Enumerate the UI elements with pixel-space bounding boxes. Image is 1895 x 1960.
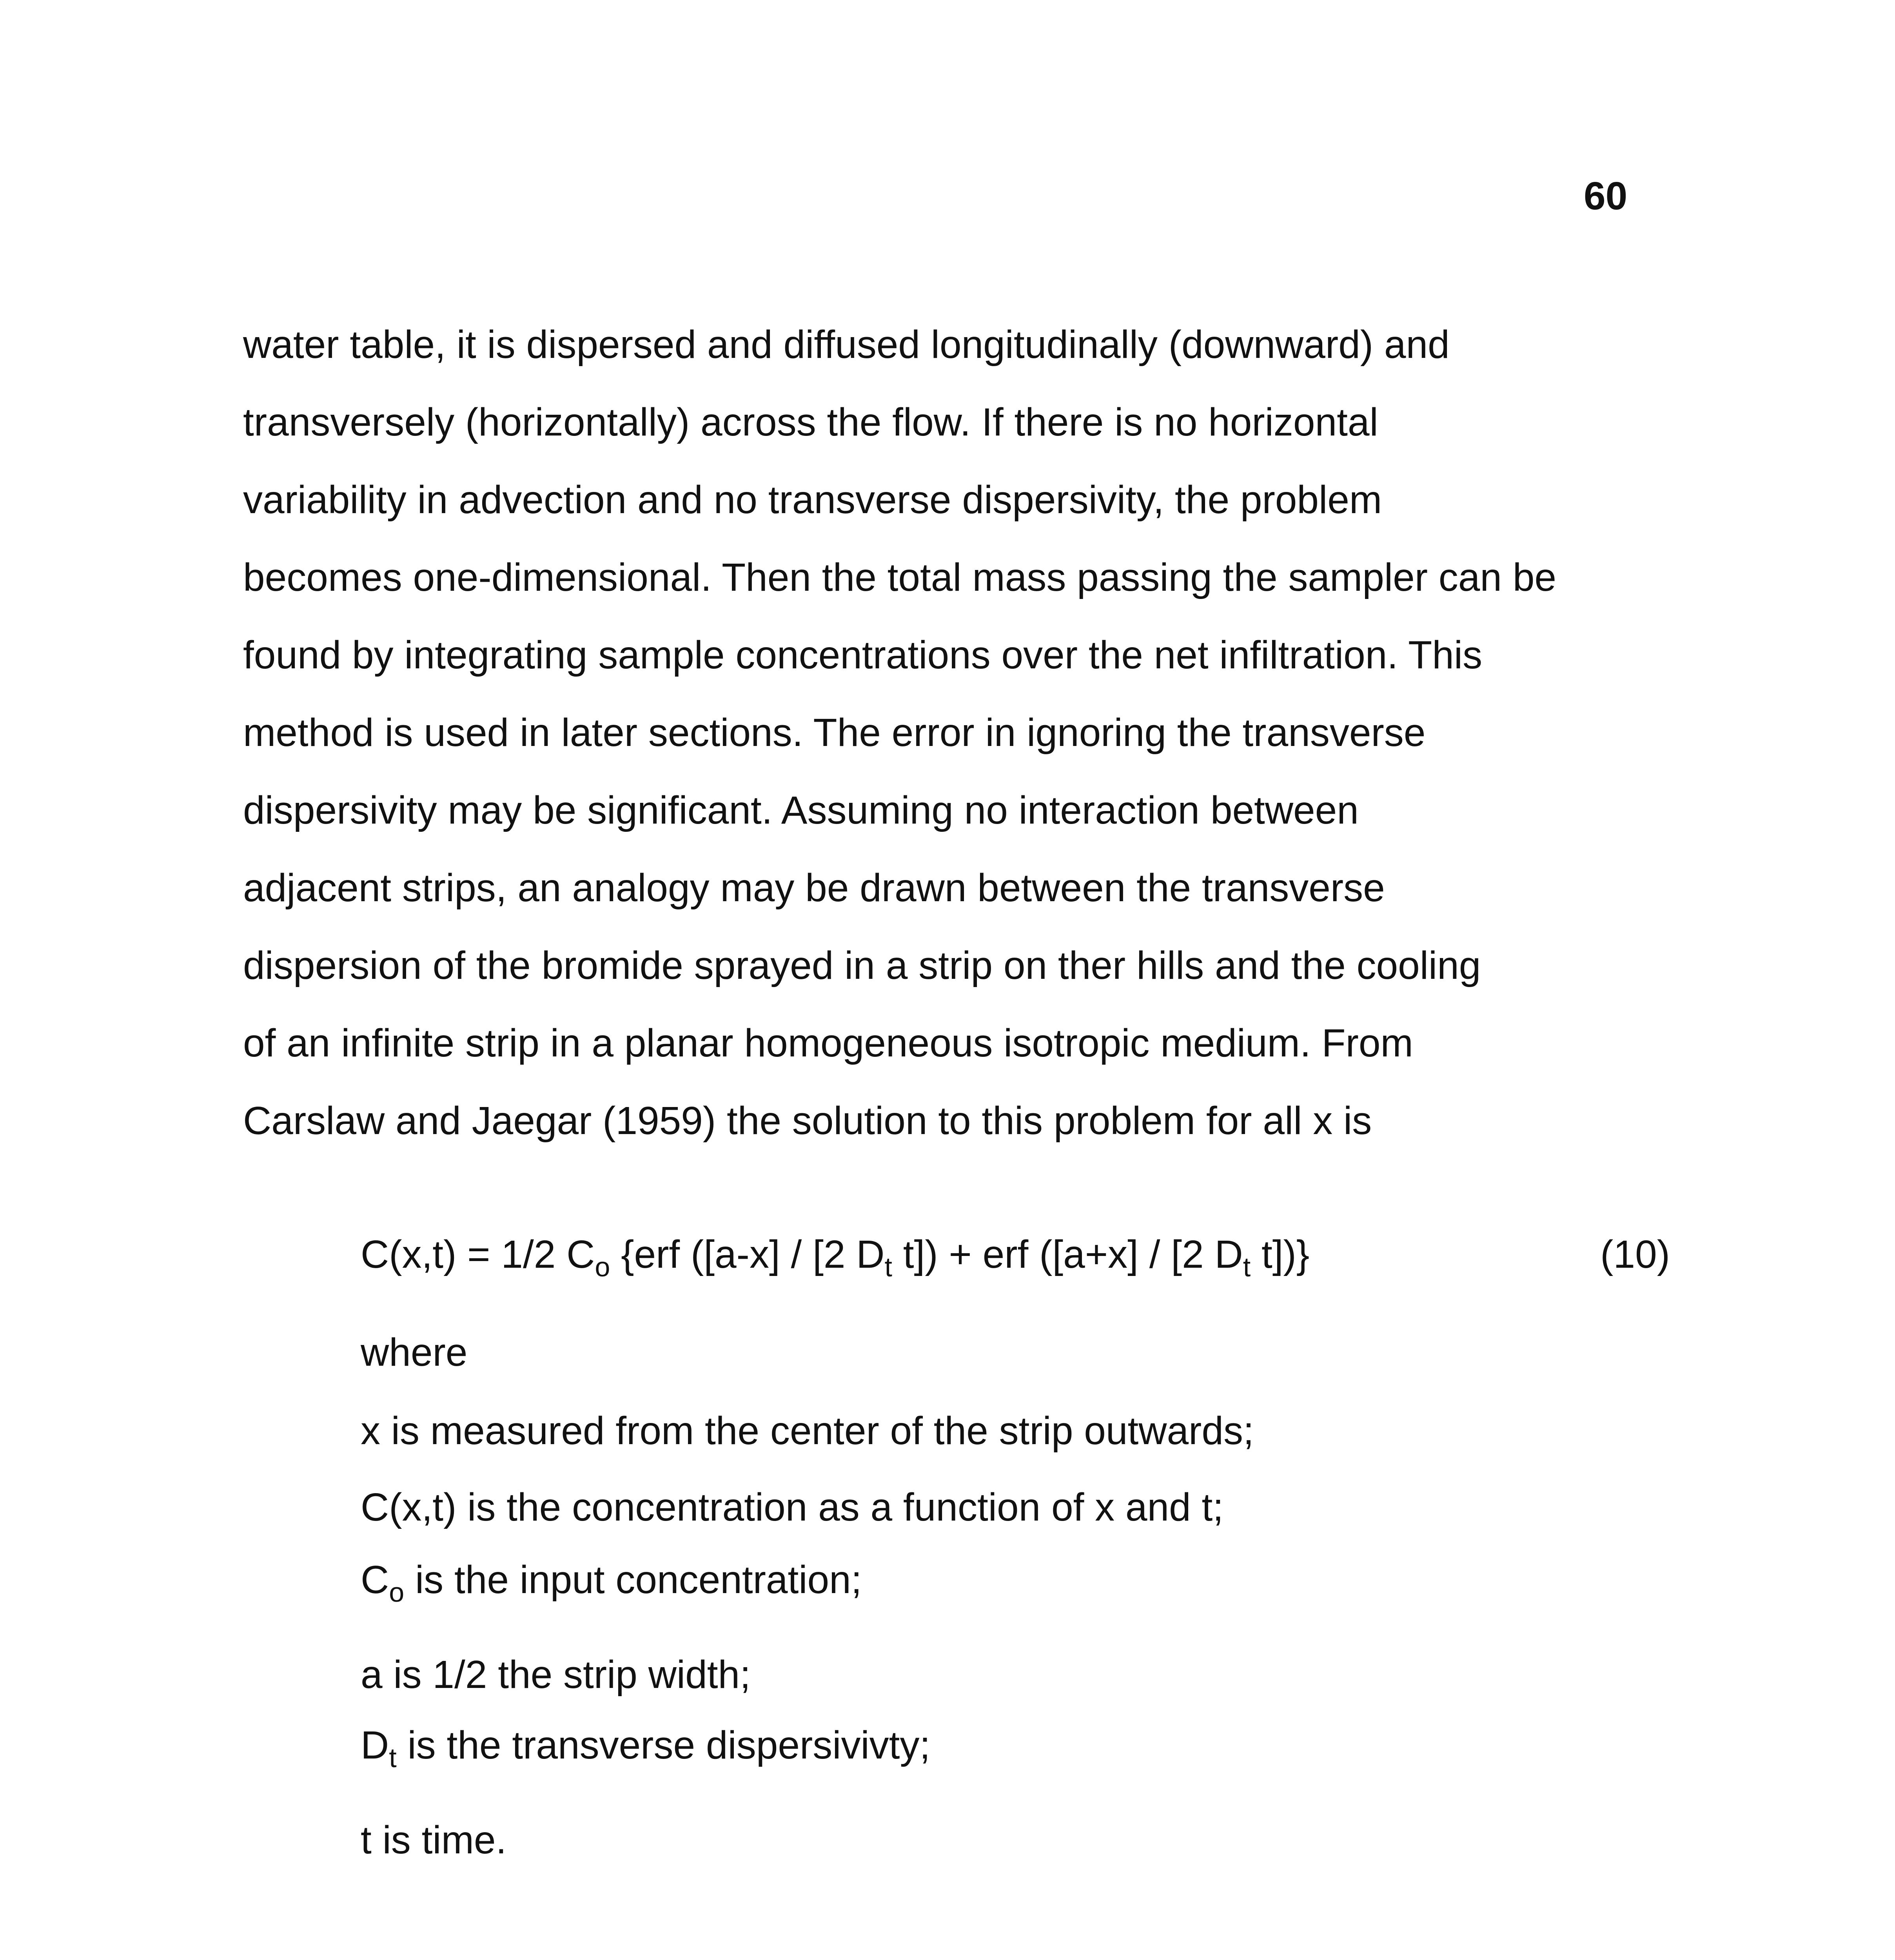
page-number: 60 (1584, 174, 1628, 218)
paragraph-line: dispersion of the bromide sprayed in a strip on ther hills and the cooling (243, 944, 1481, 987)
equation-number: (10) (1600, 1232, 1670, 1276)
paragraph-line: of an infinite strip in a planar homogeneous isotropic medium. From (243, 1021, 1413, 1065)
definition-co: $C_o$ is the input concentration; (361, 1558, 862, 1608)
equation-10 (361, 1232, 1670, 1282)
subscript: t (1243, 1252, 1251, 1282)
definition-a: a is 1/2 the strip width; (361, 1653, 751, 1697)
subscript: o (389, 1577, 405, 1608)
subscript: t (389, 1742, 397, 1773)
definition-c: C(x,t) is the concentration as a function of x and t; (361, 1485, 1224, 1529)
paragraph-line: found by integrating sample concentrations over the net infiltration. This (243, 633, 1483, 677)
paragraph-line: Carslaw and Jaegar (1959) the solution to this problem for all x is (243, 1099, 1372, 1143)
subscript: o (595, 1252, 610, 1282)
variable-definitions (361, 1330, 1654, 1862)
definition-x: x is measured from the center of the strip outwards; (361, 1409, 1254, 1453)
equation-text: C(x,t) = 1/2 $C_o$ {erf ([a-x] / [2 $D_t$ t]) + erf ([a+x] / [2 $D_t$ t])} (361, 1232, 1310, 1282)
body-paragraph (243, 306, 1670, 1160)
subscript: t (884, 1252, 892, 1282)
definition-dt: $D_t$ is the transverse dispersivivty; (361, 1723, 931, 1773)
paragraph-line: transversely (horizontally) across the flow. If there is no horizontal (243, 400, 1378, 444)
paragraph-line: dispersivity may be significant. Assuming no interaction between (243, 788, 1359, 832)
where-label: where (361, 1330, 468, 1374)
paragraph-line: method is used in later sections. The error in ignoring the transverse (243, 711, 1426, 755)
paragraph-line: water table, it is dispersed and diffused longitudinally (downward) and (243, 323, 1450, 367)
definition-t: t is time. (361, 1818, 507, 1862)
paragraph-line: adjacent strips, an analogy may be drawn between the transverse (243, 866, 1385, 910)
paragraph-line: becomes one-dimensional. Then the total mass passing the sampler can be (243, 555, 1557, 599)
paragraph-line: variability in advection and no transverse dispersivity, the problem (243, 478, 1382, 522)
